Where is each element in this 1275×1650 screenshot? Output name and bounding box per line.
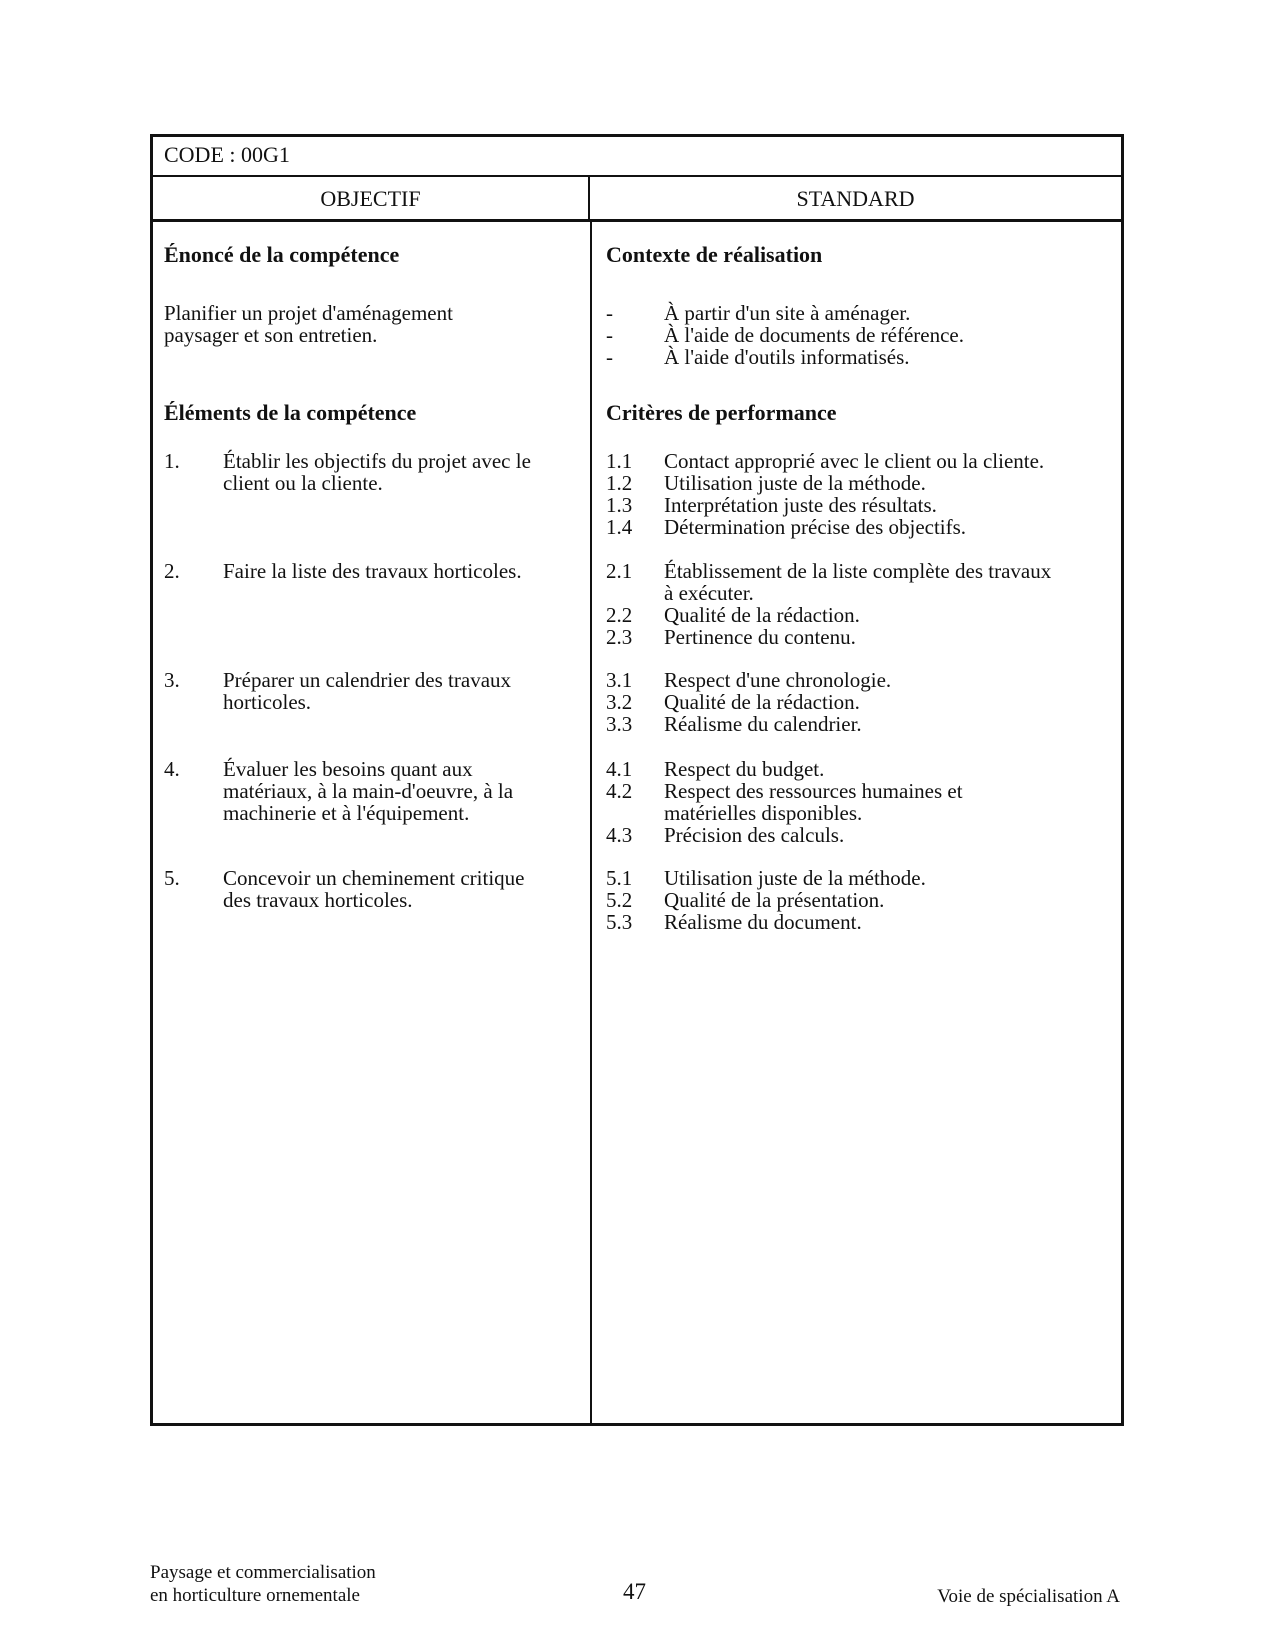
element-number: 2. xyxy=(164,559,180,583)
element-item xyxy=(164,669,574,713)
critere-line: Précision des calculs. xyxy=(664,823,845,847)
element-line: Faire la liste des travaux horticoles. xyxy=(223,559,522,583)
element-line: des travaux horticoles. xyxy=(223,888,413,912)
element-item xyxy=(164,450,574,494)
contexte-bullet: - xyxy=(606,301,613,325)
footer-line: en horticulture ornementale xyxy=(150,1585,360,1606)
table-header-row xyxy=(153,177,1121,222)
enonce-line: paysager et son entretien. xyxy=(164,323,378,347)
element-line: Évaluer les besoins quant aux xyxy=(223,757,473,781)
element-line: machinerie et à l'équipement. xyxy=(223,801,470,825)
footer-program-title xyxy=(150,1561,376,1607)
critere-number: 3.2 xyxy=(606,690,633,714)
critere-line: Utilisation juste de la méthode. xyxy=(664,866,926,890)
critere-line: Respect des ressources humaines et xyxy=(664,779,963,803)
critere-line: matérielles disponibles. xyxy=(664,801,863,825)
critere-line: Respect du budget. xyxy=(664,757,825,781)
element-line: horticoles. xyxy=(223,690,312,714)
footer-line: Paysage et commercialisation xyxy=(150,1562,376,1583)
criteres-group xyxy=(606,450,1106,538)
critere-number: 4.1 xyxy=(606,757,633,781)
contexte-bullet: - xyxy=(606,345,613,369)
code-label: CODE : 00G1 xyxy=(153,137,1121,177)
critere-line: Utilisation juste de la méthode. xyxy=(664,471,926,495)
element-number: 5. xyxy=(164,866,180,890)
critere-number: 3.1 xyxy=(606,668,633,692)
enonce-line: Planifier un projet d'aménagement xyxy=(164,301,453,325)
element-number: 1. xyxy=(164,449,180,473)
standard-header: STANDARD xyxy=(796,186,915,211)
critere-number: 2.2 xyxy=(606,603,633,627)
element-line: Établir les objectifs du projet avec le xyxy=(223,449,531,473)
element-item xyxy=(164,867,574,911)
contexte-item: À l'aide de documents de référence. xyxy=(664,323,964,347)
footer-track-label: Voie de spécialisation A xyxy=(937,1586,1120,1607)
element-item xyxy=(164,560,574,582)
critere-number: 1.2 xyxy=(606,471,633,495)
critere-line: Respect d'une chronologie. xyxy=(664,668,892,692)
critere-number: 1.1 xyxy=(606,449,633,473)
enonce-heading: Énoncé de la compétence xyxy=(164,242,400,267)
criteres-group xyxy=(606,867,1106,933)
element-number: 4. xyxy=(164,757,180,781)
criteres-group xyxy=(606,560,1106,648)
critere-number: 2.1 xyxy=(606,559,633,583)
objectif-header: OBJECTIF xyxy=(153,177,590,219)
criteres-heading: Critères de performance xyxy=(606,400,837,425)
criteres-group xyxy=(606,758,1106,846)
critere-line: Qualité de la rédaction. xyxy=(664,603,860,627)
critere-number: 1.3 xyxy=(606,493,633,517)
critere-number: 4.3 xyxy=(606,823,633,847)
critere-number: 5.2 xyxy=(606,888,633,912)
contexte-bullet: - xyxy=(606,323,613,347)
element-number: 3. xyxy=(164,668,180,692)
critere-line: Détermination précise des objectifs. xyxy=(664,515,967,539)
critere-line: Interprétation juste des résultats. xyxy=(664,493,937,517)
critere-number: 2.3 xyxy=(606,625,633,649)
element-line: Concevoir un cheminement critique xyxy=(223,866,525,890)
contexte-item: À partir d'un site à aménager. xyxy=(664,301,911,325)
enonce-text xyxy=(164,302,574,346)
critere-line: Pertinence du contenu. xyxy=(664,625,856,649)
element-line: matériaux, à la main-d'oeuvre, à la xyxy=(223,779,514,803)
page-number: 47 xyxy=(623,1579,646,1604)
critere-number: 3.3 xyxy=(606,712,633,736)
critere-number: 5.3 xyxy=(606,910,633,934)
critere-line: Réalisme du document. xyxy=(664,910,862,934)
elements-heading: Éléments de la compétence xyxy=(164,400,417,425)
competency-table xyxy=(150,134,1124,1426)
contexte-list xyxy=(606,302,1106,368)
critere-line: à exécuter. xyxy=(664,581,754,605)
contexte-heading: Contexte de réalisation xyxy=(606,242,823,267)
critere-line: Qualité de la présentation. xyxy=(664,888,885,912)
critere-line: Établissement de la liste complète des travaux xyxy=(664,559,1052,583)
contexte-item: À l'aide d'outils informatisés. xyxy=(664,345,910,369)
critere-number: 5.1 xyxy=(606,866,633,890)
critere-line: Qualité de la rédaction. xyxy=(664,690,860,714)
critere-number: 1.4 xyxy=(606,515,633,539)
element-line: client ou la cliente. xyxy=(223,471,383,495)
critere-number: 4.2 xyxy=(606,779,633,803)
critere-line: Contact approprié avec le client ou la cliente. xyxy=(664,449,1045,473)
criteres-group xyxy=(606,669,1106,735)
element-line: Préparer un calendrier des travaux xyxy=(223,668,512,692)
critere-line: Réalisme du calendrier. xyxy=(664,712,862,736)
element-item xyxy=(164,758,574,824)
column-divider xyxy=(590,222,592,1423)
